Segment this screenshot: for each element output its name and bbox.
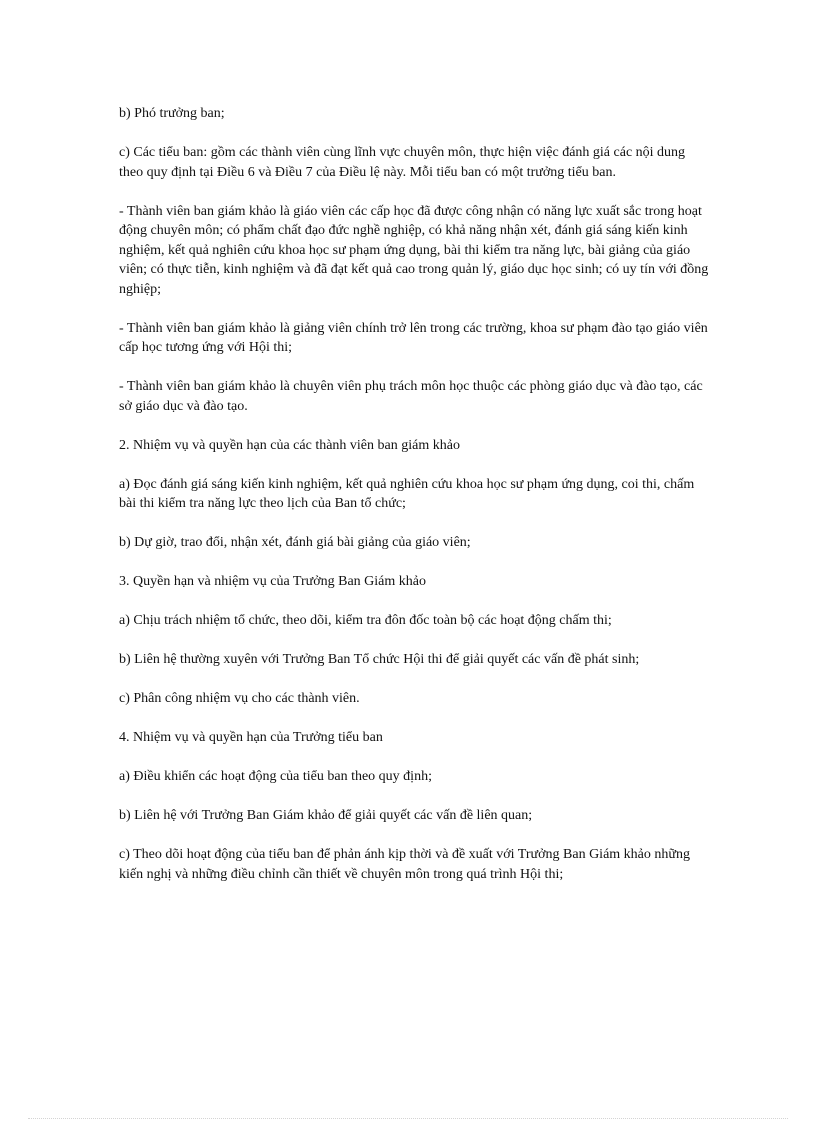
document-body	[119, 104, 709, 904]
paragraph-3b: b) Liên hệ thường xuyên với Trưởng Ban Tổ chức Hội thi để giải quyết các vấn đề phát sinh;	[119, 652, 640, 667]
section-heading-4: 4. Nhiệm vụ và quyền hạn của Trưởng tiểu ban	[119, 730, 383, 745]
paragraph-4a: a) Điều khiển các hoạt động của tiểu ban theo quy định;	[119, 769, 432, 784]
section-heading-3: 3. Quyền hạn và nhiệm vụ của Trưởng Ban Giám khảo	[119, 574, 427, 589]
paragraph-4c: c) Theo dõi hoạt động của tiểu ban để phản ánh kịp thời và đề xuất với Trưởng Ban Giám khảo những kiến nghị và những điều chỉnh cần thiết về chuyên môn trong quá trình Hội thi;	[119, 847, 690, 882]
paragraph-3c: c) Phân công nhiệm vụ cho các thành viên.	[119, 691, 360, 706]
paragraph-cac-tieu-ban: c) Các tiểu ban: gồm các thành viên cùng lĩnh vực chuyên môn, thực hiện việc đánh giá các nội dung theo quy định tại Điều 6 và Điều 7 của Điều lệ này. Mỗi tiểu ban có một trưởng tiểu ban.	[119, 145, 686, 180]
paragraph-pho-truong-ban: b) Phó trưởng ban;	[119, 106, 225, 121]
paragraph-thanh-vien-chuyen-vien: - Thành viên ban giám khảo là chuyên viên phụ trách môn học thuộc các phòng giáo dục và đào tạo, các sở giáo dục và đào tạo.	[119, 379, 703, 414]
section-heading-2: 2. Nhiệm vụ và quyền hạn của các thành viên ban giám khảo	[119, 437, 460, 453]
paragraph-2b: b) Dự giờ, trao đổi, nhận xét, đánh giá bài giảng của giáo viên;	[119, 535, 471, 550]
paragraph-thanh-vien-giao-vien: - Thành viên ban giám khảo là giáo viên các cấp học đã được công nhận có năng lực xuất sắc trong hoạt động chuyên môn; có phẩm chất đạo đức nghề nghiệp, có khả năng nhận xét, đánh giá sáng kiến kinh nghiệm, kết quả nghiên cứu khoa học sư phạm ứng dụng, bài thi kiểm tra năng lực, bài giảng của giáo viên; có thực tiễn, kinh nghiệm và đã đạt kết quả cao trong quản lý, giáo dục học sinh; có uy tín với đồng nghiệp;	[119, 203, 709, 297]
paragraph-thanh-vien-giang-vien: - Thành viên ban giám khảo là giảng viên chính trở lên trong các trường, khoa sư phạm đào tạo giáo viên cấp học tương ứng với Hội thi;	[119, 320, 708, 355]
paragraph-4b: b) Liên hệ với Trưởng Ban Giám khảo để giải quyết các vấn đề liên quan;	[119, 808, 533, 823]
page-bottom-divider	[28, 1118, 788, 1119]
paragraph-3a: a) Chịu trách nhiệm tổ chức, theo dõi, kiểm tra đôn đốc toàn bộ các hoạt động chấm thi;	[119, 613, 612, 628]
paragraph-2a: a) Đọc đánh giá sáng kiến kinh nghiệm, kết quả nghiên cứu khoa học sư phạm ứng dụng, coi thi, chấm bài thi kiểm tra năng lực theo lịch của Ban tổ chức;	[119, 476, 695, 511]
